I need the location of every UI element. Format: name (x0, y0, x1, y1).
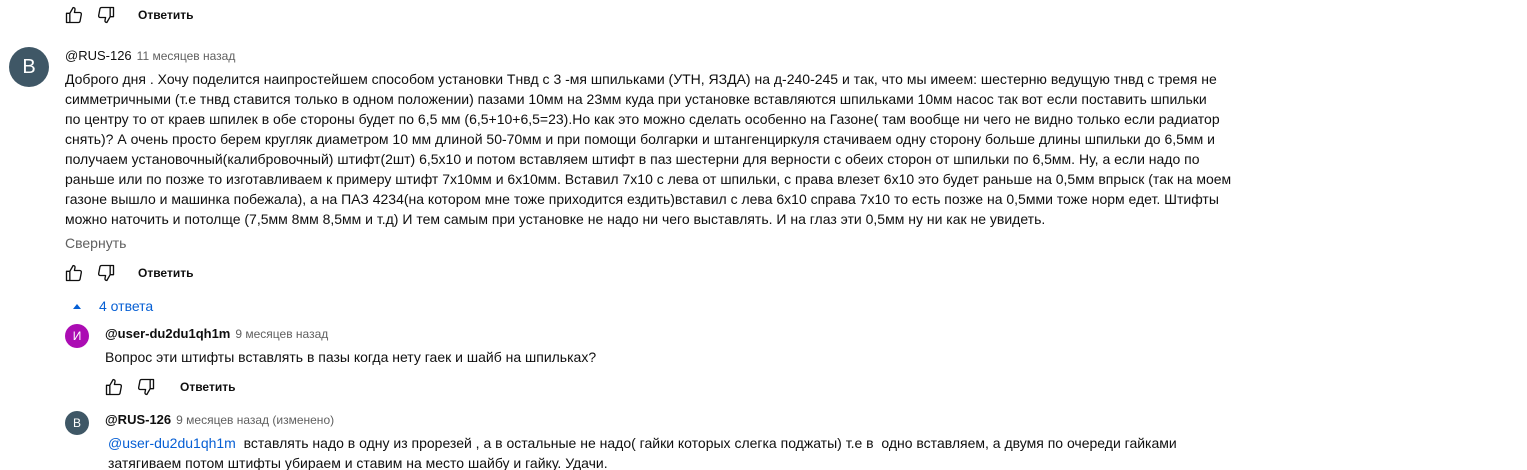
reply-text (108, 433, 1308, 470)
comment-line: можно наточить и потолще (7,5мм 8мм 8,5мм и т.д) И тем самым при установке не надо ни чего выставлять. И на глаз эти 0,5мм ну ни как не увидеть. (65, 211, 1046, 227)
like-icon[interactable] (62, 261, 86, 285)
reply-text: Вопрос эти штифты вставлять в пазы когда нету гаек и шайб на шпильках? (105, 349, 597, 365)
comment-line: получаем установочный(калибровочный) штифт(2шт) 6,5х10 и потом вставляем штифт в паз шестерни для верности с обеих сторон от шпильки по 6,5мм. Ну, а если надо по (65, 151, 1200, 167)
comment-actions-main (62, 261, 193, 285)
comment-actions-prev (62, 3, 193, 27)
comment-header (65, 48, 235, 63)
replies-toggle-button[interactable] (73, 298, 153, 314)
avatar[interactable]: В (65, 411, 89, 435)
comment-time[interactable]: 9 месяцев назад (изменено) (176, 413, 335, 427)
reply-line: затягиваем потом штифты убираем и ставим на место шайбу и гайку. Удачи. (108, 455, 608, 470)
dislike-icon[interactable] (94, 3, 118, 27)
reply-actions (102, 375, 235, 399)
mention-link[interactable]: @user-du2du1qh1m (108, 435, 236, 451)
reply-header (105, 326, 328, 341)
reply-button[interactable]: Ответить (138, 8, 194, 22)
like-icon[interactable] (62, 3, 86, 27)
comment-line: по центру то от краев шпилек в обе стороны будет по 6,5 мм (6,5+10+6,5=23).Но как это можно сделать особенно на Газоне( там вообще ни чего не видно только если радиатор (65, 111, 1220, 127)
comment-line: симметричными (т.е тнвд ставится только в одном положении) пазами 10мм на 23мм куда при установке вставляются шпильками 10мм насос так вот если поставить шпильки (65, 91, 1207, 107)
comment-text (65, 69, 1265, 229)
chevron-up-icon (73, 304, 81, 309)
reply-header (105, 412, 334, 427)
comment-time[interactable]: 11 месяцев назад (136, 49, 236, 63)
comment-line: газоне вышло и машинка побежала), а на ПАЗ 4234(на котором мне тоже приходится ездить)вставил с лева 6х10 справа 7х10 то есть позже на 0,5мми тоже норм едет. Штифты (65, 191, 1219, 207)
author-name[interactable]: @user-du2du1qh1m (105, 326, 231, 341)
comment-line: Доброго дня . Хочу поделится наипростейшем способом установки Тнвд с 3 -мя шпильками (УТН, ЯЗДА) на д-240-245 и так, что мы имеем: шестерню ведущую тнвд с тремя не (65, 71, 1217, 87)
avatar[interactable]: И (65, 324, 89, 348)
like-icon[interactable] (102, 375, 126, 399)
collapse-button[interactable]: Свернуть (65, 235, 127, 251)
reply-button[interactable]: Ответить (180, 380, 236, 394)
reply-button[interactable]: Ответить (138, 266, 194, 280)
replies-count: 4 ответа (99, 298, 154, 314)
avatar[interactable]: В (9, 47, 49, 87)
author-name[interactable]: @RUS-126 (105, 412, 172, 427)
comment-time[interactable]: 9 месяцев назад (235, 327, 329, 341)
comment-line: снять)? А очень просто берем кругляк диаметром 10 мм длиной 50-70мм и при помощи болгарки и штангенциркуля стачиваем одну сторону больше длины шпильки до 6,5мм и (65, 131, 1215, 147)
reply-line: вставлять надо в одну из прорезей , а в остальные не надо( гайки которых слегка поджаты) т.е в одно вставляем, а двумя по очереди гайками (235, 435, 1177, 451)
author-name[interactable]: @RUS-126 (65, 48, 132, 63)
dislike-icon[interactable] (134, 375, 158, 399)
comment-line: раньше или по позже то изготавливаем к примеру штифт 7х10мм и 6х10мм. Вставил 7х10 с лева от шпильки, с права влезет 6х10 это будет раньше на 0,5мм впрыск (так на моем (65, 171, 1232, 187)
dislike-icon[interactable] (94, 261, 118, 285)
